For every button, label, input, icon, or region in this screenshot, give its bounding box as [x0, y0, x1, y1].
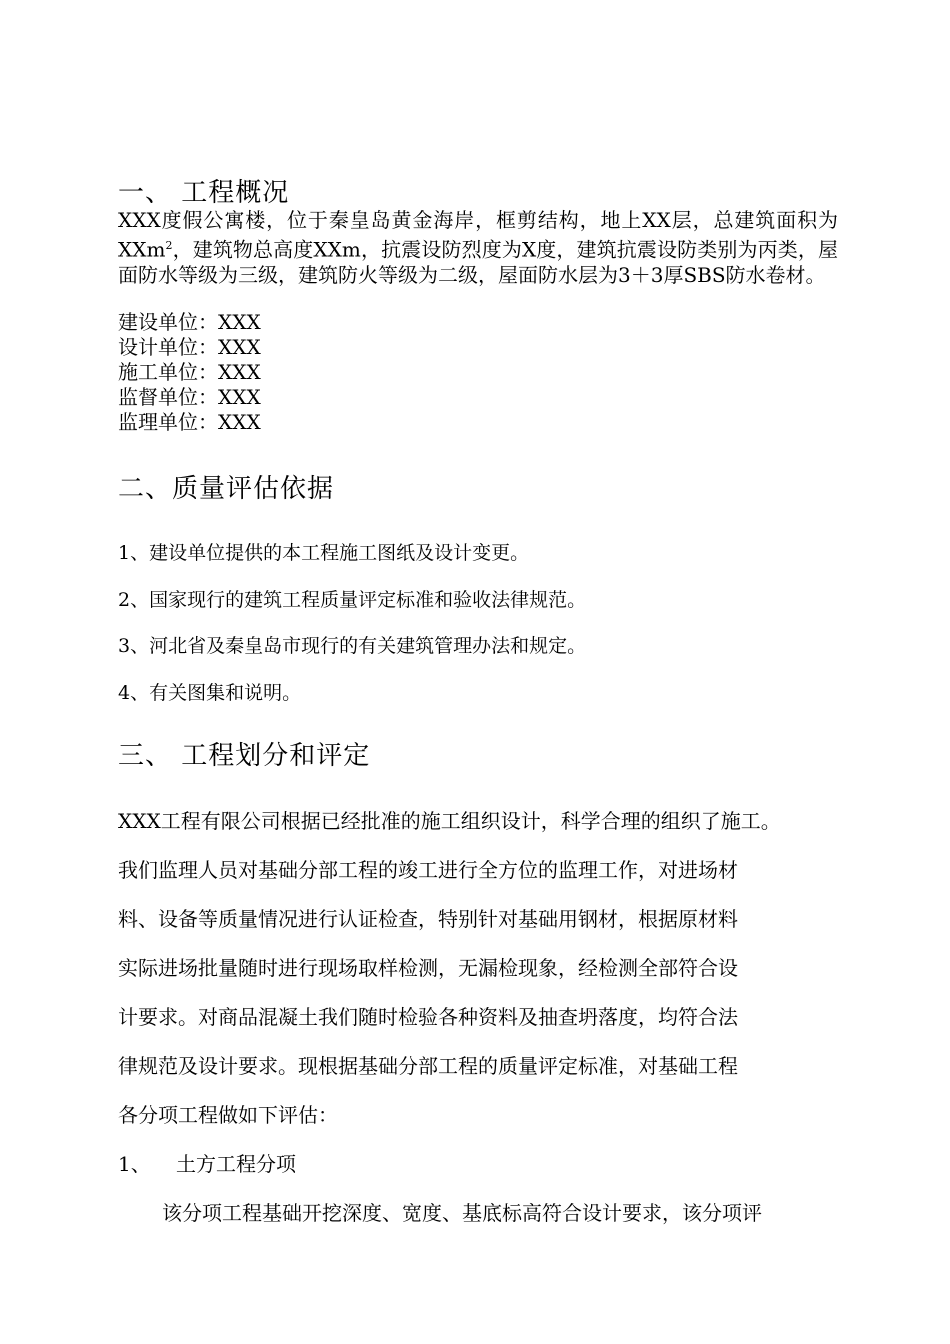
subsection-1-number: 1、 — [118, 1152, 151, 1176]
section-2-heading: 二、质量评估依据 — [118, 474, 335, 504]
project-units-list — [118, 310, 261, 435]
evaluation-line-3: 料、设备等质量情况进行认证检查，特别针对基础用钢材，根据原材料 — [118, 907, 738, 931]
unit-row-construction: 建设单位：XXX — [118, 310, 261, 334]
overview-paragraph — [118, 208, 838, 288]
evaluation-line-7: 各分项工程做如下评估： — [118, 1103, 338, 1127]
evaluation-line-1: XXX工程有限公司根据已经批准的施工组织设计，科学合理的组织了施工。 — [118, 809, 781, 833]
evaluation-line-2: 我们监理人员对基础分部工程的竣工进行全方位的监理工作，对进场材 — [118, 858, 738, 882]
basis-item-2: 2、国家现行的建筑工程质量评定标准和验收法律规范。 — [118, 589, 587, 611]
basis-item-3: 3、河北省及秦皇岛市现行的有关建筑管理办法和规定。 — [118, 635, 587, 657]
evaluation-line-4: 实际进场批量随时进行现场取样检测，无漏检现象，经检测全部符合设 — [118, 956, 738, 980]
overview-text-part-2: ，建筑物总高度XXm，抗震设防烈度为X度，建筑抗震设防类别为丙类，屋面防水等级为三级，建筑防火等级为二级，屋面防水层为3＋3厚SBS防水卷材。 — [118, 237, 838, 287]
basis-item-4: 4、有关图集和说明。 — [118, 682, 302, 704]
unit-row-builder: 施工单位：XXX — [118, 360, 261, 384]
evaluation-line-5: 计要求。对商品混凝土我们随时检验各种资料及抽查坍落度，均符合法 — [118, 1005, 738, 1029]
section-1-heading: 一、 工程概况 — [118, 178, 290, 208]
basis-item-1: 1、建设单位提供的本工程施工图纸及设计变更。 — [118, 542, 530, 564]
unit-row-supervision-authority: 监督单位：XXX — [118, 385, 261, 409]
evaluation-line-6: 律规范及设计要求。现根据基础分部工程的质量评定标准，对基础工程 — [118, 1054, 738, 1078]
subsection-1-title: 土方工程分项 — [176, 1152, 296, 1176]
unit-row-design: 设计单位：XXX — [118, 335, 261, 359]
unit-row-supervisor: 监理单位：XXX — [118, 410, 261, 434]
subsection-1-heading — [118, 1148, 296, 1177]
overview-text-part-1: XXX度假公寓楼，位于秦皇岛黄金海岸，框剪结构，地上XX层，总建筑面积为XXm — [118, 208, 838, 262]
subsection-1-text: 该分项工程基础开挖深度、宽度、基底标高符合设计要求，该分项评 — [162, 1201, 762, 1225]
section-3-heading: 三、 工程划分和评定 — [118, 741, 371, 771]
area-unit-superscript: 2 — [165, 239, 173, 252]
